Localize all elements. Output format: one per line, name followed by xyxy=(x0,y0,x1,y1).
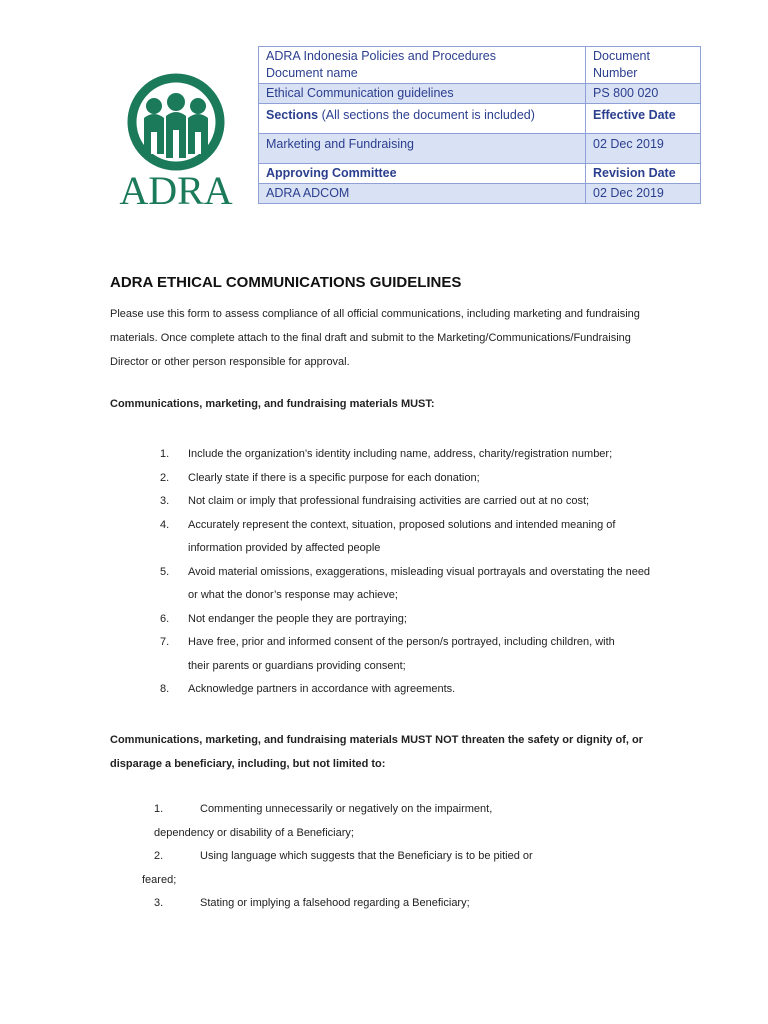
not-limited-list-item xyxy=(142,845,624,892)
list-item-text: Avoid material omissions, exaggerations, misleading visual portrayals and overstating the need xyxy=(188,565,651,578)
must-list-item xyxy=(110,678,700,702)
list-item-text: Not endanger the people they are portraying; xyxy=(188,612,407,625)
must-list-item xyxy=(110,443,700,467)
list-item-text: information provided by affected people xyxy=(188,542,381,554)
list-item-text: Have free, prior and informed consent of the person/s portrayed, including children, with xyxy=(188,636,615,648)
revision-date-label: Revision Date xyxy=(586,164,701,184)
sections-label: Sections xyxy=(266,108,319,122)
list-item-text: Acknowledge partners in accordance with agreements. xyxy=(188,683,456,695)
intro-line: Director or other person responsible for approval. xyxy=(110,356,350,368)
must-list-item xyxy=(110,490,700,514)
list-item-text: Include the organization’s identity including name, address, charity/registration number; xyxy=(188,448,613,460)
list-item-text: Clearly state if there is a specific purpose for each donation; xyxy=(188,471,480,484)
must-list-item xyxy=(110,467,700,491)
list-item-text: Stating or implying a falsehood regarding a Beneficiary; xyxy=(200,897,470,909)
policies-header-cell xyxy=(259,47,586,84)
list-item-text: or what the donor’s response may achieve; xyxy=(188,589,398,601)
must-list-item xyxy=(110,514,700,561)
list-number: 7. xyxy=(160,636,170,648)
list-number: 4. xyxy=(160,518,170,531)
adra-emblem-icon xyxy=(110,72,246,208)
doc-name-label: Document name xyxy=(266,66,358,80)
must-not-heading-line: disparage a beneficiary, including, but not limited to: xyxy=(110,758,386,770)
intro-paragraph xyxy=(110,302,700,374)
must-list-item xyxy=(110,608,700,632)
list-number: 3. xyxy=(160,495,170,507)
sections-note: (All sections the document is included) xyxy=(318,108,535,122)
committee-label: Approving Committee xyxy=(259,164,586,184)
sections-value: Marketing and Fundraising xyxy=(259,134,586,164)
intro-line: Please use this form to assess compliance of all official communications, including marketing and fundraising xyxy=(110,308,640,320)
list-number: 5. xyxy=(160,565,170,578)
list-item-text: their parents or guardians providing consent; xyxy=(188,659,406,672)
list-item-text: Accurately represent the context, situation, proposed solutions and intended meaning of xyxy=(188,518,616,531)
must-heading: Communications, marketing, and fundraising materials MUST: xyxy=(110,398,435,410)
doc-number-label-cell xyxy=(586,47,701,84)
sections-label-cell xyxy=(259,104,586,134)
list-item-continuation: dependency or disability of a Beneficiary; xyxy=(154,826,354,839)
list-item-text: Commenting unnecessarily or negatively on the impairment, xyxy=(200,803,493,815)
must-list xyxy=(110,443,700,702)
not-limited-list-item xyxy=(154,798,624,845)
doc-number-label: Document xyxy=(593,49,650,63)
revision-date-value: 02 Dec 2019 xyxy=(586,184,701,204)
effective-date-value: 02 Dec 2019 xyxy=(586,134,701,164)
must-not-heading-line: Communications, marketing, and fundraising materials MUST NOT threaten the safety or dignity of, or xyxy=(110,734,643,746)
doc-number-label-2: Number xyxy=(593,66,638,80)
intro-line: materials. Once complete attach to the final draft and submit to the Marketing/Communications/Fundraising xyxy=(110,332,631,344)
list-number: 1. xyxy=(154,803,164,815)
doc-name-value: Ethical Communication guidelines xyxy=(259,84,586,104)
must-not-heading xyxy=(110,728,700,776)
page-title: ADRA ETHICAL COMMUNICATIONS GUIDELINES xyxy=(110,274,462,291)
must-list-item xyxy=(110,631,700,678)
policies-header: ADRA Indonesia Policies and Procedures xyxy=(266,49,496,63)
list-number: 6. xyxy=(160,612,170,625)
list-number: 3. xyxy=(154,897,164,909)
not-limited-list xyxy=(142,798,624,916)
document-info-table xyxy=(258,46,701,204)
committee-value: ADRA ADCOM xyxy=(259,184,586,204)
list-item-text: Not claim or imply that professional fundraising activities are carried out at no cost; xyxy=(188,495,590,507)
adra-logo xyxy=(110,72,246,208)
doc-number-value: PS 800 020 xyxy=(586,84,701,104)
must-list-item xyxy=(110,561,700,608)
list-number: 8. xyxy=(160,683,170,695)
logo-text: ADRA xyxy=(119,168,233,208)
list-item-text: Using language which suggests that the Beneficiary is to be pitied or xyxy=(200,850,533,862)
list-number: 2. xyxy=(160,471,170,484)
list-number: 2. xyxy=(154,850,164,862)
list-item-continuation: feared; xyxy=(142,873,177,886)
not-limited-list-item xyxy=(154,892,624,916)
effective-date-label: Effective Date xyxy=(586,104,701,134)
list-number: 1. xyxy=(160,448,170,460)
